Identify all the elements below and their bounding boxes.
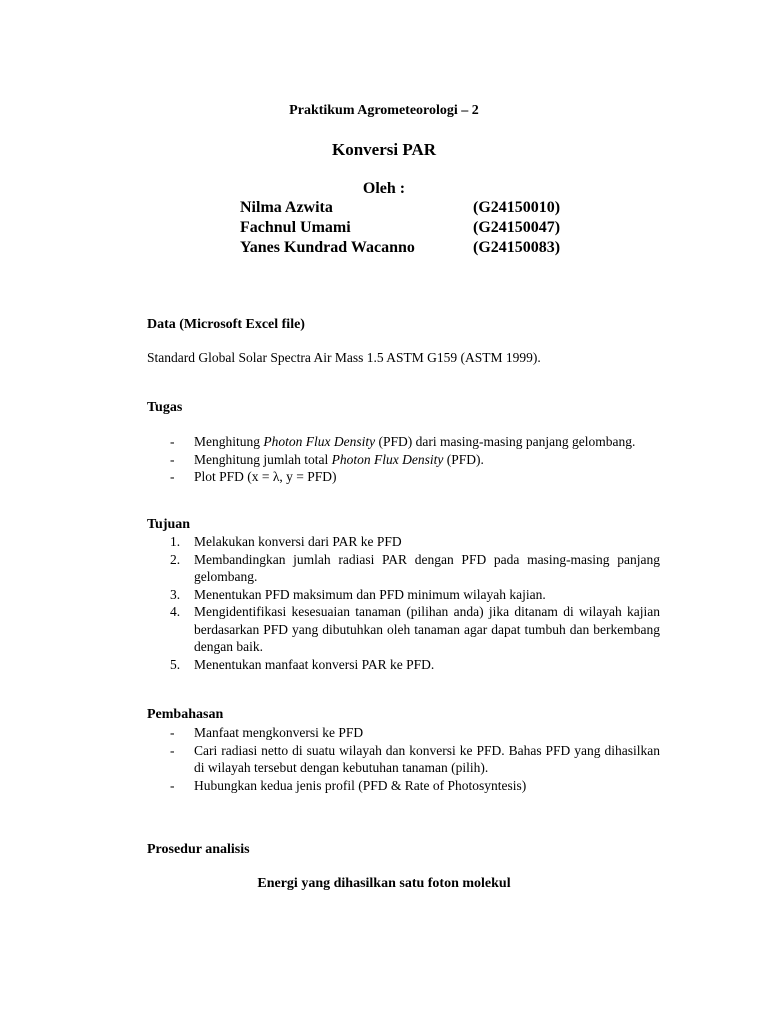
- list-marker: -: [170, 434, 175, 449]
- list-item-text: Hubungkan kedua jenis profil (PFD & Rate of Photosyntesis): [194, 777, 527, 793]
- list-item-text: Mengidentifikasi kesesuaian tanaman (pilihan anda) jika ditanam di wilayah kajian berdasarkan PFD yang dibutuhkan oleh tanaman agar dapat tumbuh dan berkembang dengan baik.: [194, 604, 660, 654]
- tujuan-list: [170, 533, 660, 673]
- prosedur-heading: Prosedur analisis: [147, 842, 250, 857]
- document-title: Konversi PAR: [331, 140, 437, 159]
- list-item: [170, 777, 660, 795]
- list-marker: -: [170, 777, 175, 793]
- list-marker: 5.: [170, 656, 181, 672]
- list-item-text: Cari radiasi netto di suatu wilayah dan konversi ke PFD. Bahas PFD yang dihasilkan di wilayah tersebut dengan kebutuhan tanaman (pilih).: [194, 742, 660, 775]
- pembahasan-list: [170, 724, 660, 794]
- list-marker: -: [170, 451, 175, 467]
- author-row: [240, 218, 580, 238]
- tugas-heading: Tugas: [147, 400, 183, 415]
- author-name: Yanes Kundrad Wacanno: [240, 239, 415, 256]
- authors-list: [240, 198, 580, 258]
- list-item-text: Menghitung Photon Flux Density (PFD) dari masing-masing panjang gelombang.: [194, 434, 636, 449]
- tugas-list: [170, 433, 660, 486]
- list-item: [170, 586, 660, 604]
- author-name: Fachnul Umami: [240, 219, 351, 236]
- list-item-text: Melakukan konversi dari PAR ke PFD: [194, 534, 402, 549]
- list-item-text: Manfaat mengkonversi ke PFD: [194, 725, 364, 740]
- list-item: [170, 433, 660, 451]
- list-item: [170, 451, 660, 469]
- author-nim: (G24150083): [473, 239, 561, 256]
- author-nim: (G24150010): [473, 199, 561, 216]
- list-item: [170, 551, 660, 586]
- list-marker: -: [170, 742, 175, 758]
- author-row: [240, 198, 580, 218]
- pembahasan-heading: Pembahasan: [147, 707, 224, 722]
- data-text: Standard Global Solar Spectra Air Mass 1.5 ASTM G159 (ASTM 1999).: [147, 350, 541, 365]
- list-marker: 1.: [170, 534, 181, 549]
- course-title: Praktikum Agrometeorologi – 2: [289, 103, 479, 118]
- list-marker: -: [170, 725, 175, 740]
- list-marker: 2.: [170, 551, 181, 567]
- list-marker: -: [170, 469, 175, 484]
- list-item: [170, 656, 660, 674]
- list-marker: 3.: [170, 586, 181, 602]
- list-item: [170, 742, 660, 777]
- list-item-text: Membandingkan jumlah radiasi PAR dengan PFD pada masing-masing panjang gelombang.: [194, 551, 660, 584]
- prosedur-subheading: Energi yang dihasilkan satu foton molekul: [257, 876, 511, 891]
- by-label: Oleh :: [362, 180, 406, 197]
- author-row: [240, 238, 580, 258]
- list-item-text: Menentukan manfaat konversi PAR ke PFD.: [194, 656, 435, 672]
- list-item-text: Menentukan PFD maksimum dan PFD minimum wilayah kajian.: [194, 586, 546, 602]
- list-item: [170, 533, 660, 551]
- list-marker: 4.: [170, 604, 181, 619]
- tujuan-heading: Tujuan: [147, 517, 191, 532]
- list-item-text: Plot PFD (x = λ, y = PFD): [194, 469, 337, 484]
- author-name: Nilma Azwita: [240, 199, 333, 216]
- list-item: [170, 603, 660, 656]
- data-heading: Data (Microsoft Excel file): [147, 317, 305, 332]
- list-item: [170, 724, 660, 742]
- list-item-text: Menghitung jumlah total Photon Flux Density (PFD).: [194, 451, 484, 467]
- list-item: [170, 468, 660, 486]
- author-nim: (G24150047): [473, 219, 561, 236]
